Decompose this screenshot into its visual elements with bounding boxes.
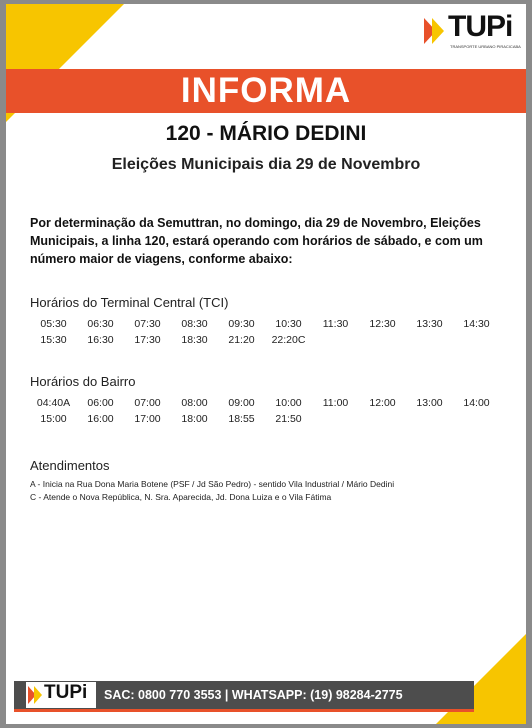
time-cell: 18:55 [228, 413, 255, 425]
time-cell: 16:00 [87, 413, 114, 425]
footer-logo [26, 682, 96, 708]
time-cell: 15:00 [40, 413, 67, 425]
time-cell: 18:30 [181, 334, 208, 346]
logo-subtitle: TRANSPORTE URBANO PIRACICABA [450, 44, 521, 49]
logo-text: TUPi [448, 10, 513, 43]
notice-paragraph: Por determinação da Semuttran, no domingo, dia 29 de Novembro, Eleições Municipais, a linha 120, estará operando com horários de sábado, e com um número maior de viagens, conforme abaixo: [30, 216, 483, 266]
line-title: 120 - MÁRIO DEDINI [165, 122, 367, 145]
time-cell: 11:00 [322, 397, 349, 409]
time-cell: 12:00 [369, 397, 396, 409]
bairro-schedule [30, 395, 510, 427]
time-cell: 09:30 [228, 318, 255, 330]
time-cell: 14:30 [463, 318, 490, 330]
time-cell: 22:20C [271, 334, 306, 346]
election-subtitle: Eleições Municipais dia 29 de Novembro [111, 156, 421, 173]
notice-page [6, 4, 526, 724]
footer-logo-text: TUPi [44, 682, 88, 703]
time-cell: 17:30 [134, 334, 161, 346]
time-cell: 06:30 [87, 318, 114, 330]
time-cell: 15:30 [40, 334, 67, 346]
time-cell: 11:30 [322, 318, 349, 330]
bairro-schedule-title: Horários do Bairro [30, 374, 136, 389]
time-cell: 09:00 [228, 397, 255, 409]
atendimentos-title: Atendimentos [30, 458, 110, 473]
time-cell: 13:30 [416, 318, 443, 330]
time-cell: 08:00 [181, 397, 208, 409]
time-cell: 16:30 [87, 334, 114, 346]
footer-bar [14, 681, 474, 709]
footer-orange-stripe [14, 709, 474, 712]
time-cell: 18:00 [181, 413, 208, 425]
terminal-schedule [30, 316, 510, 348]
tupi-logo [424, 10, 521, 56]
time-cell: 13:00 [416, 397, 443, 409]
informa-banner: INFORMA [6, 69, 526, 113]
terminal-row-1 [30, 316, 510, 332]
terminal-schedule-title: Horários do Terminal Central (TCI) [30, 295, 229, 310]
time-cell: 21:20 [228, 334, 255, 346]
time-cell: 04:40A [36, 397, 71, 409]
time-cell: 06:00 [87, 397, 114, 409]
time-cell: 10:00 [275, 397, 302, 409]
bairro-row-2 [30, 411, 510, 427]
time-cell: 21:50 [275, 413, 302, 425]
atendimento-line-c: C - Atende o Nova República, N. Sra. Aparecida, Jd. Dona Luiza e o Vila Fátima [30, 492, 332, 502]
time-cell: 08:30 [181, 318, 208, 330]
atendimento-line-a: A - Inicia na Rua Dona Maria Botene (PSF / Jd São Pedro) - sentido Vila Industrial / Mário Dedini [30, 479, 395, 489]
time-cell: 07:00 [134, 397, 161, 409]
time-cell: 17:00 [134, 413, 161, 425]
logo-arrow-icon [424, 14, 450, 48]
time-cell: 14:00 [463, 397, 490, 409]
time-cell: 12:30 [369, 318, 396, 330]
terminal-row-2 [30, 332, 510, 348]
time-cell: 10:30 [275, 318, 302, 330]
time-cell: 07:30 [134, 318, 161, 330]
bairro-row-1 [30, 395, 510, 411]
time-cell: 05:30 [40, 318, 67, 330]
footer-contact: SAC: 0800 770 3553 | WHATSAPP: (19) 98284-2775 [104, 688, 403, 702]
